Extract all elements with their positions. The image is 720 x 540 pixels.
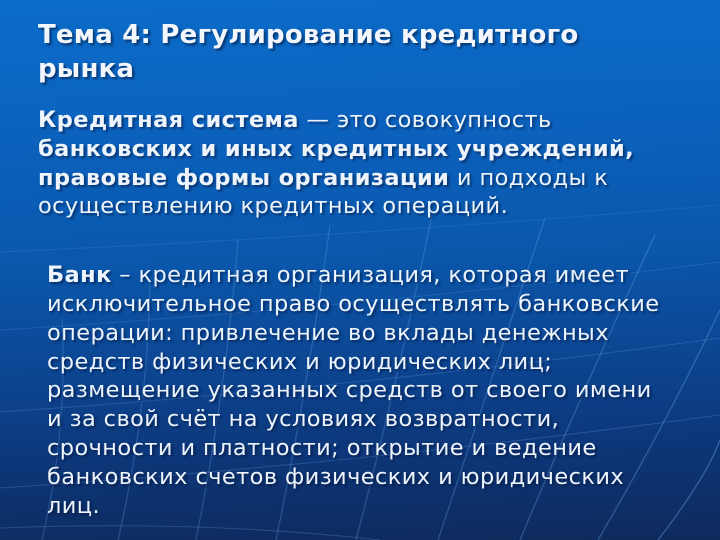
text-line bbox=[38, 106, 720, 135]
bold-text-segment: банковских и иных кредитных учреждений, bbox=[38, 135, 635, 162]
text-segment: — это совокупность bbox=[298, 107, 552, 133]
text-line bbox=[47, 348, 720, 377]
text-line bbox=[38, 52, 720, 86]
bold-text-segment: Кредитная система bbox=[38, 107, 299, 133]
text-line bbox=[38, 192, 720, 221]
text-line bbox=[47, 261, 720, 290]
text-line bbox=[38, 18, 720, 52]
text-segment: осуществлению кредитных операций. bbox=[38, 193, 509, 220]
text-line bbox=[47, 434, 720, 463]
text-line bbox=[47, 405, 720, 434]
text-segment: исключительное право осуществлять банковские bbox=[47, 290, 660, 317]
text-segment: лиц. bbox=[47, 492, 101, 519]
text-segment: и подходы к bbox=[449, 164, 609, 191]
bold-text-segment: Банк bbox=[47, 262, 112, 289]
text-line bbox=[47, 492, 720, 521]
text-segment: размещение указанных средств от своего имени bbox=[47, 377, 652, 404]
text-line bbox=[38, 164, 720, 193]
paragraph-credit-system-definition bbox=[38, 106, 720, 221]
text-segment: – кредитная организация, которая имеет bbox=[111, 262, 629, 289]
text-line bbox=[47, 290, 720, 319]
text-segment: и за свой счёт на условиях возвратности, bbox=[47, 406, 560, 433]
paragraph-bank-definition bbox=[38, 261, 720, 520]
text-line bbox=[38, 135, 720, 164]
text-segment: операции: привлечение во вклады денежных bbox=[47, 319, 609, 346]
text-line bbox=[47, 376, 720, 405]
text-segment: банковских счетов физических и юридических bbox=[47, 463, 625, 490]
text-segment: срочности и платности; открытие и ведение bbox=[47, 434, 597, 461]
text-line bbox=[47, 319, 720, 348]
text-segment: средств физических и юридических лиц; bbox=[47, 348, 553, 375]
bold-text-segment: рынка bbox=[38, 54, 135, 84]
slide-title bbox=[38, 18, 720, 86]
text-line bbox=[47, 463, 720, 492]
bold-text-segment: Тема 4: Регулирование кредитного bbox=[38, 20, 579, 50]
bold-text-segment: правовые формы организации bbox=[38, 164, 450, 191]
